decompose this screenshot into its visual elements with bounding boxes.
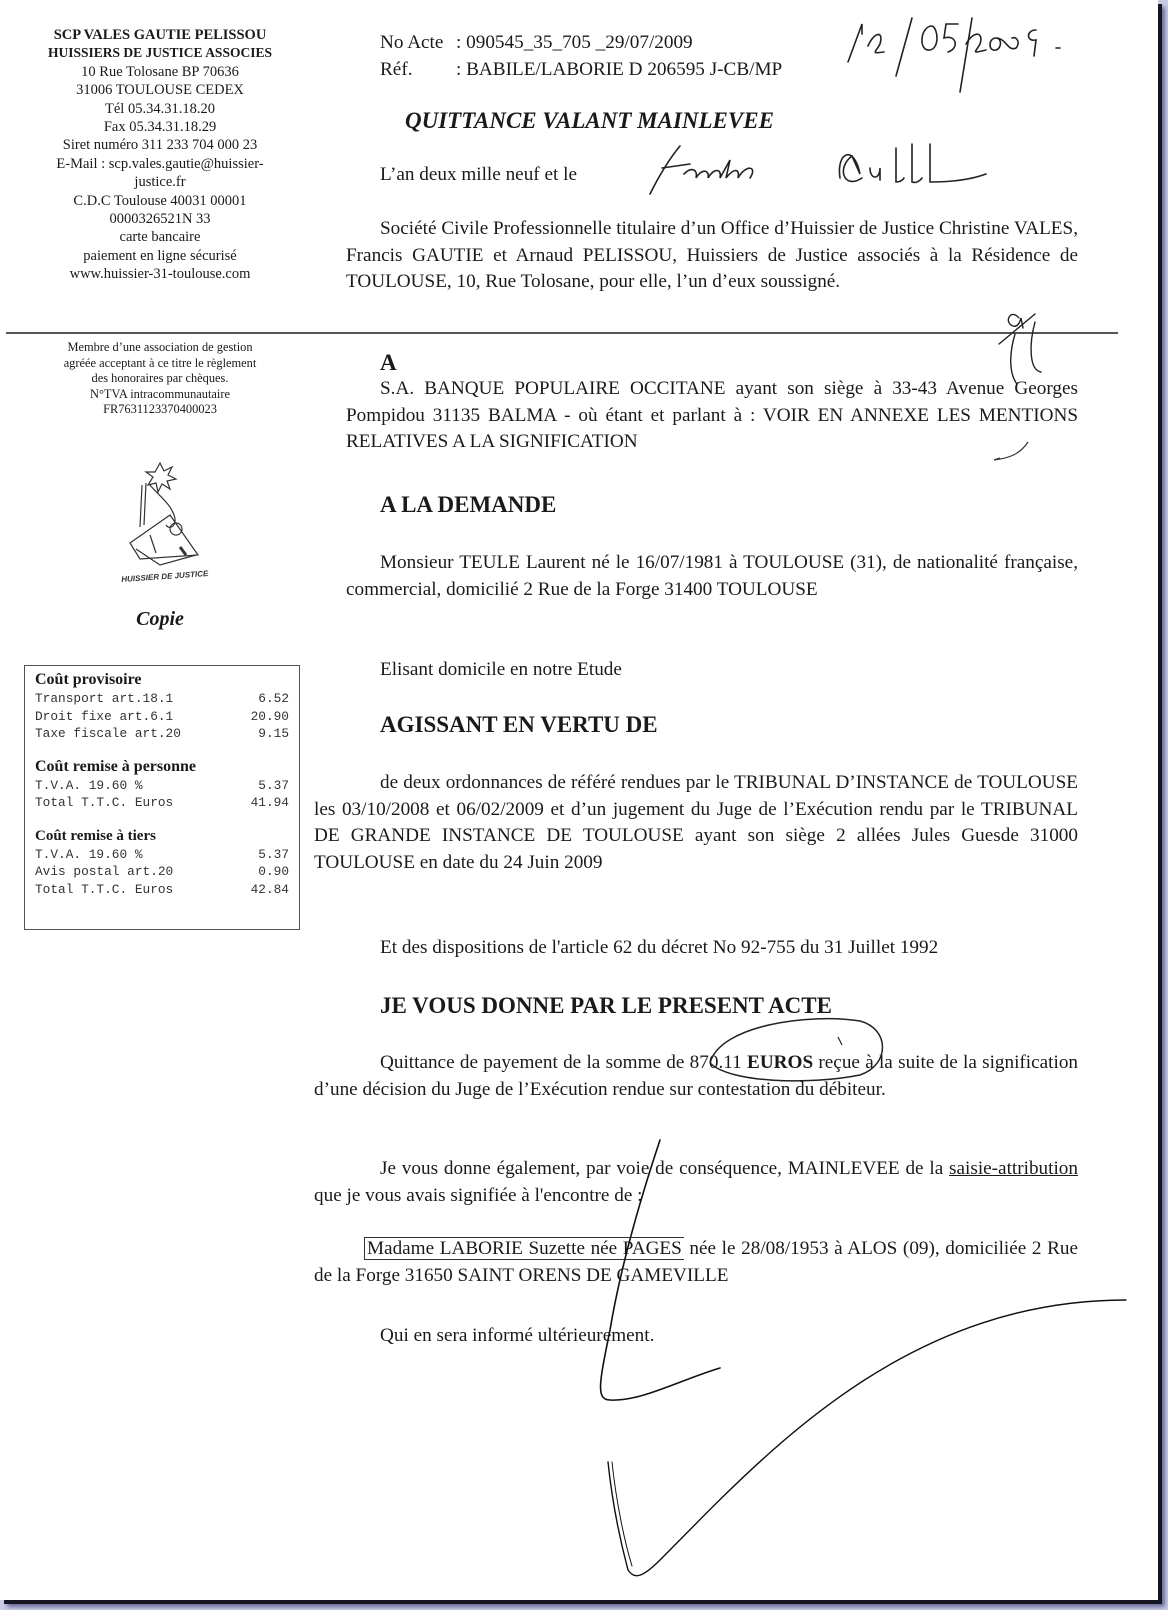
letterhead-line: 10 Rue Tolosane BP 70636 — [81, 63, 239, 80]
membre-note — [10, 340, 310, 418]
cost-row: Droit fixe art.6.1 20.90 — [35, 708, 289, 724]
membre-line: N°TVA intracommunautaire — [90, 386, 230, 401]
membre-line: FR7631123370400023 — [103, 402, 217, 416]
section-acte — [380, 993, 1078, 1020]
membre-line: Membre d’une association de gestion — [67, 340, 253, 354]
cost-group-title: Coût provisoire — [35, 671, 142, 688]
section-a-heading: A — [380, 350, 397, 375]
dispositions-text: Et des dispositions de l'article 62 du décret No 92-755 du 31 Juillet 1992 — [380, 937, 939, 958]
acte-label: No Acte — [380, 32, 444, 53]
requester-text: Monsieur TEULE Laurent né le 16/07/1981 à TOULOUSE (31), de nationalité française, commercial, domicilié 2 Rue de la Forge 31400 TOULOUSE — [346, 552, 1078, 600]
letterhead — [10, 26, 310, 284]
cost-row: Taxe fiscale art.20 9.15 — [35, 726, 289, 741]
amount-currency: EUROS — [747, 1052, 814, 1073]
letterhead-line: carte bancaire — [119, 229, 201, 246]
cost-row: Transport art.18.1 6.52 — [35, 691, 289, 706]
membre-line: des honoraires par chèques. — [91, 371, 229, 385]
election-domicile: Elisant domicile en notre Etude — [380, 659, 622, 680]
date-line-text: L’an deux mille neuf et le — [380, 164, 577, 185]
cost-row: Total T.T.C. Euros 42.84 — [35, 881, 289, 897]
letterhead-line: Tél 05.34.31.18.20 — [105, 100, 215, 117]
firm-subtitle: HUISSIERS DE JUSTICE ASSOCIES — [48, 45, 272, 61]
letterhead-email: E-Mail : scp.vales.gautie@huissier- — [56, 155, 264, 172]
date-line — [380, 162, 1078, 189]
ref-label: Réf. — [380, 58, 413, 80]
section-vertu — [380, 712, 1078, 739]
cost-box — [24, 665, 300, 930]
saisie-attribution-term: saisie-attribution — [949, 1158, 1078, 1179]
section-a-body — [346, 376, 1078, 456]
document-title: QUITTANCE VALANT MAINLEVEE — [405, 108, 774, 133]
section-demande-body — [346, 550, 1078, 603]
section-vertu-body — [314, 770, 1078, 876]
cost-row: Avis postal art.20 0.90 — [35, 864, 289, 879]
ref-value: : BABILE/LABORIE D 206595 J-CB/MP — [456, 58, 783, 80]
membre-line: agréée acceptant à ce titre le règlement — [63, 355, 257, 370]
letterhead-email-cont: justice.fr — [134, 174, 186, 191]
debtor-name: Madame LABORIE Suzette née PAGES — [364, 1237, 684, 1260]
cost-row: Total T.T.C. Euros 41.94 — [35, 795, 289, 810]
cost-group-personne — [35, 757, 289, 812]
section-demande-heading: A LA DEMANDE — [380, 492, 557, 517]
letterhead-line: Fax 05.34.31.18.29 — [103, 119, 217, 136]
cost-group-title: Coût remise à personne — [35, 757, 197, 775]
cost-group-title: Coût remise à tiers — [35, 827, 156, 844]
section-vertu-heading: AGISSANT EN VERTU DE — [380, 712, 658, 737]
quittance-paragraph: Quittance de payement de la somme de 870.11 EUROS reçue à la suite de la signification d’une décision du Juge de l’Exécution rendue sur contestation du débiteur. — [314, 1052, 1079, 1100]
letterhead-line: C.D.C Toulouse 40031 00001 — [73, 192, 247, 209]
debtor-paragraph: Madame LABORIE Suzette née PAGES née le 28/08/1953 à ALOS (09), domiciliée 2 Rue de la Forge 31650 SAINT ORENS DE GAMEVILLE — [314, 1238, 1078, 1286]
huissier-emblem-icon — [100, 455, 230, 585]
svg-text:HUISSIER DE JUSTICE: HUISSIER DE JUSTICE — [121, 568, 209, 585]
cost-row: T.V.A. 19.60 % 5.37 — [35, 846, 289, 862]
amount-value: 870.11 — [689, 1052, 742, 1073]
letterhead-line: Siret numéro 311 233 704 000 23 — [62, 137, 258, 154]
horizontal-divider — [6, 332, 1118, 334]
firm-name: SCP VALES GAUTIE PELISSOU — [53, 27, 267, 43]
mainlevee-paragraph: Je vous donne également, par voie de conséquence, MAINLEVEE de la saisie-attribution que je vous avais signifiée à l'encontre de : — [314, 1158, 1078, 1206]
acte-value: : 090545_35_705 _29/07/2009 — [456, 32, 693, 53]
section-demande — [380, 492, 1078, 519]
legal-basis-text: de deux ordonnances de référé rendues par le TRIBUNAL D’INSTANCE de TOULOUSE les 03/10/2008 et 06/02/2009 et d’un jugement du Juge de l’Exécution rendu par le TRIBUNAL DE GRANDE INSTANCE DE TOULOUSE ayant son siège 2 allées Jules Guesde 31000 TOULOUSE en date du 24 Juin 2009 — [314, 772, 1078, 873]
section-a — [380, 350, 1078, 377]
letterhead-website: www.huissier-31-toulouse.com — [69, 266, 251, 283]
letterhead-line: paiement en ligne sécurisé — [83, 247, 237, 264]
closing-text: Qui en sera informé ultérieurement. — [380, 1325, 655, 1346]
acte-references — [380, 30, 1078, 83]
letterhead-line: 0000326521N 33 — [109, 211, 211, 228]
copie-label: Copie — [136, 608, 184, 630]
cost-group-provisoire — [35, 670, 289, 743]
cost-group-tiers — [35, 826, 289, 899]
intro-paragraph: Société Civile Professionnelle titulaire d’un Office d’Huissier de Justice Christine VALES, Francis GAUTIE et Arnaud PELISSOU, Huissiers de Justice associés à la Résidence de TOULOUSE, 10, Rue Tolosane, pour elle, l’un d’eux soussigné. — [346, 218, 1078, 292]
recipient-text: S.A. BANQUE POPULAIRE OCCITANE ayant son siège à 33-43 Avenue Georges Pompidou 31135 BALMA - où étant et parlant à : VOIR EN ANNEXE LES MENTIONS RELATIVES A LA SIGNIFICATION — [346, 378, 1078, 452]
section-acte-heading: JE VOUS DONNE PAR LE PRESENT ACTE — [380, 993, 832, 1018]
cost-row: T.V.A. 19.60 % 5.37 — [35, 777, 289, 793]
letterhead-line: 31006 TOULOUSE CEDEX — [76, 82, 244, 99]
